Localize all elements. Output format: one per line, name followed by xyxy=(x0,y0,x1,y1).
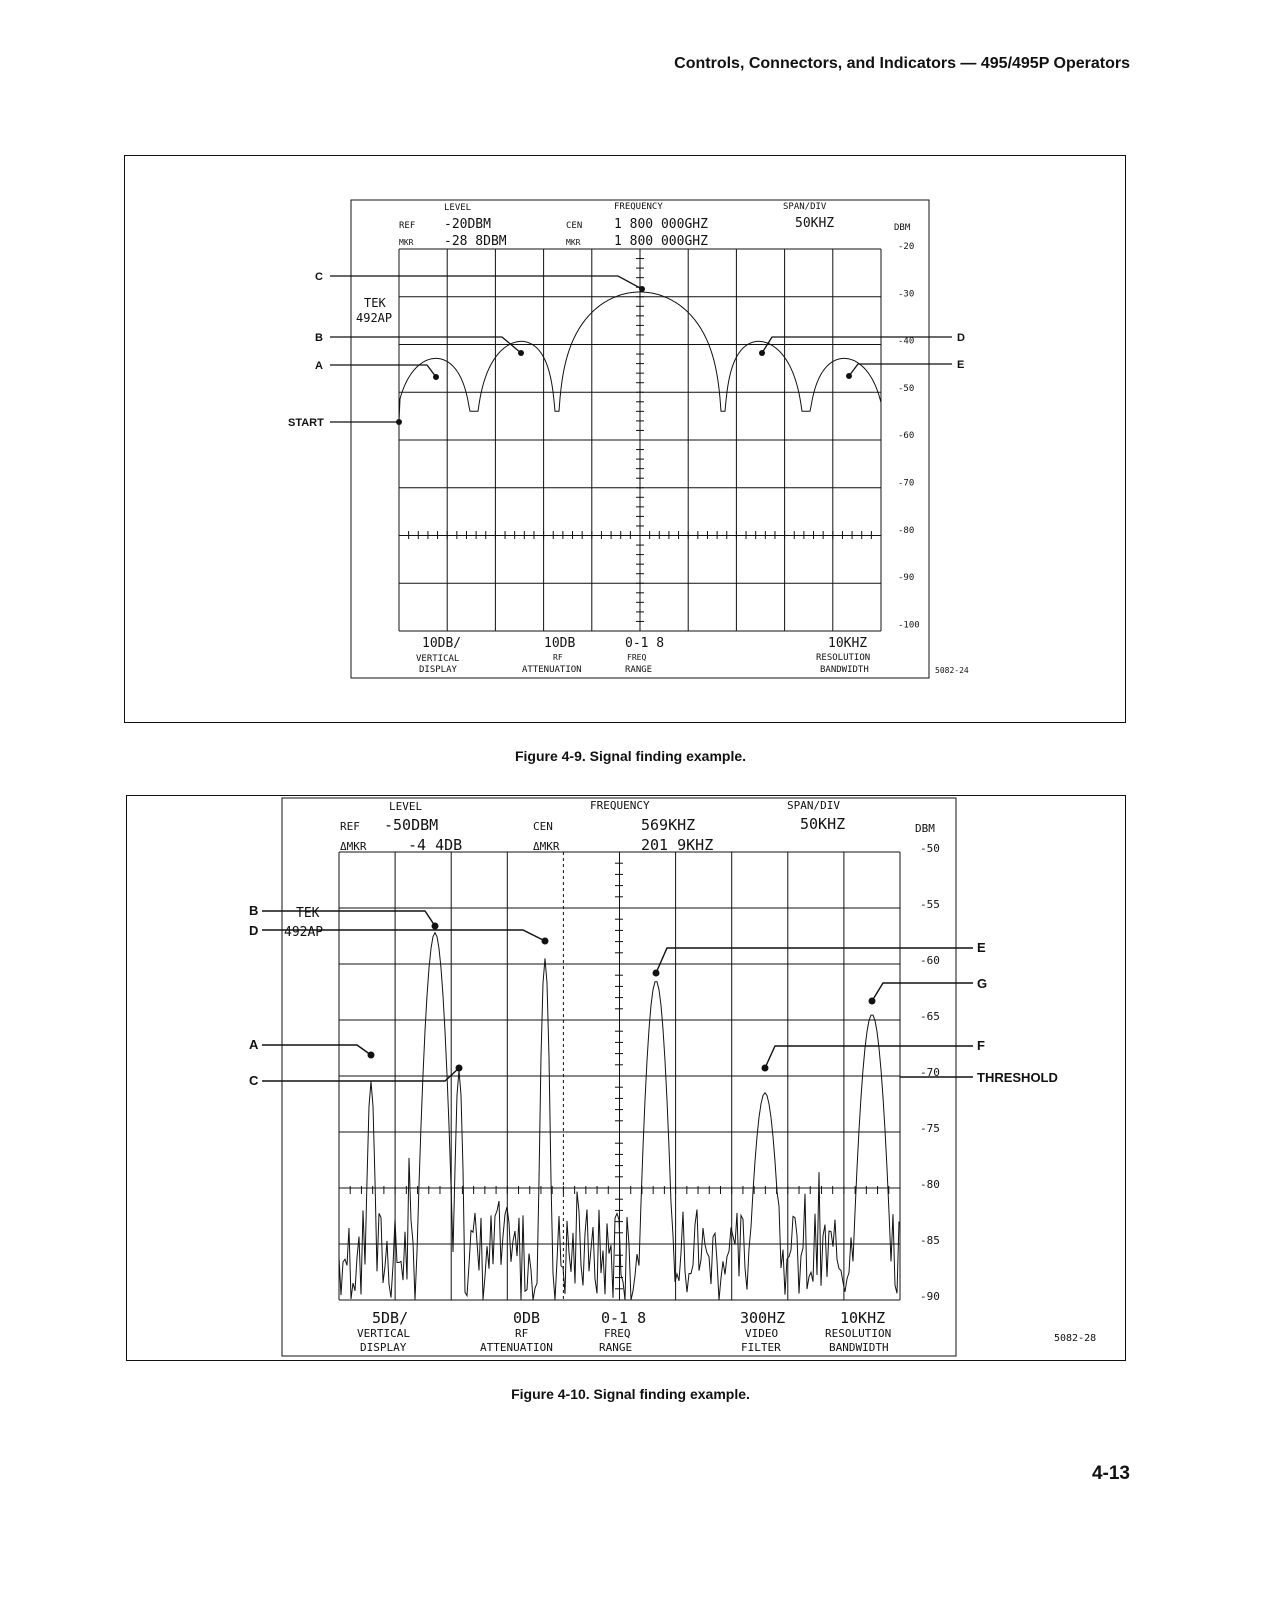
rf-attenuation-l2: ATTENUATION xyxy=(522,665,582,675)
rf-attenuation-l1: RF xyxy=(553,653,563,662)
callout-e: E xyxy=(957,359,965,371)
scale-label: -40 xyxy=(898,336,915,347)
marker-dot-c xyxy=(456,1065,463,1072)
scale-label: -80 xyxy=(920,1178,940,1191)
dbm-label: DBM xyxy=(915,822,935,835)
ref-label: REF xyxy=(399,221,416,231)
scale-label: -75 xyxy=(920,1122,940,1135)
marker-dot-c xyxy=(639,286,645,292)
figure-4-10-plot xyxy=(126,795,1126,1361)
callout-line-f xyxy=(765,1046,973,1068)
marker-dot-b xyxy=(518,350,524,356)
scale-label: -65 xyxy=(920,1010,940,1023)
freq-range-l2: RANGE xyxy=(599,1341,633,1354)
dmkr2-value: 201 9KHZ xyxy=(641,836,714,854)
vertical-display-value: 10DB/ xyxy=(422,636,462,651)
callout-start: START xyxy=(288,417,324,429)
marker-dot-a xyxy=(433,374,439,380)
scale-label: -70 xyxy=(898,478,915,489)
rf-attenuation-l2: ATTENUATION xyxy=(480,1341,553,1354)
resolution-bandwidth-l1: RESOLUTION xyxy=(825,1327,892,1340)
ref-label: REF xyxy=(340,820,360,833)
graticule xyxy=(399,249,881,631)
freq-range-value: 0-1 8 xyxy=(625,636,665,651)
resolution-bandwidth-l2: BANDWIDTH xyxy=(829,1341,889,1354)
figure-4-10-caption: Figure 4-10. Signal finding example. xyxy=(511,1386,750,1402)
resolution-bandwidth-l2: BANDWIDTH xyxy=(820,665,869,675)
cen-value: 569KHZ xyxy=(641,816,696,834)
ref-value: -50DBM xyxy=(384,816,439,834)
tek-label: TEK xyxy=(364,296,386,310)
callout-b: B xyxy=(315,332,323,344)
resolution-bandwidth-value: 10KHZ xyxy=(840,1309,886,1327)
dbm-label: DBM xyxy=(894,223,911,233)
frequency-heading: FREQUENCY xyxy=(614,202,663,212)
scale-label: -50 xyxy=(898,383,915,394)
resolution-bandwidth-value: 10KHZ xyxy=(828,636,868,651)
mkr-value: -28 8DBM xyxy=(444,234,507,249)
cen-value: 1 800 000GHZ xyxy=(614,217,708,232)
rf-attenuation-value: 10DB xyxy=(544,636,576,651)
video-filter-l1: VIDEO xyxy=(745,1327,779,1340)
ref-value: -20DBM xyxy=(444,217,491,232)
level-heading: LEVEL xyxy=(444,203,472,213)
vertical-display-l2: DISPLAY xyxy=(360,1341,407,1354)
marker-dot-e xyxy=(846,373,852,379)
scale-label: -90 xyxy=(898,573,915,584)
scale-label: -70 xyxy=(920,1066,940,1079)
callout-c: C xyxy=(315,271,323,283)
scale-label: -20 xyxy=(898,242,915,252)
dbm-scale xyxy=(920,842,940,1303)
callout-c: C xyxy=(249,1073,259,1088)
scale-label: -80 xyxy=(898,525,915,536)
scale-label: -60 xyxy=(898,431,915,442)
callout-g: G xyxy=(977,976,988,991)
freq-range-l1: FREQ xyxy=(604,1327,631,1340)
mkr2-label: MKR xyxy=(566,238,581,247)
running-header: Controls, Connectors, and Indicators — 495/495P Operators xyxy=(674,55,1130,72)
rf-attenuation-l1: RF xyxy=(515,1327,529,1340)
level-heading: LEVEL xyxy=(389,800,423,813)
tek-model: 492AP xyxy=(284,925,324,940)
callout-threshold: THRESHOLD xyxy=(977,1070,1058,1085)
callout-line-g xyxy=(872,983,973,1001)
marker-dot-b xyxy=(432,923,439,930)
callout-f: F xyxy=(977,1038,985,1053)
callout-a: A xyxy=(315,360,323,372)
video-filter-l2: FILTER xyxy=(741,1341,781,1354)
marker-dot-f xyxy=(762,1065,769,1072)
scale-label: -50 xyxy=(920,842,940,855)
frequency-heading: FREQUENCY xyxy=(590,799,650,812)
marker-dot-a xyxy=(368,1052,375,1059)
callout-d: D xyxy=(957,332,965,344)
span-value: 50KHZ xyxy=(795,216,835,231)
vertical-display-l1: VERTICAL xyxy=(416,654,460,664)
scale-label: -90 xyxy=(920,1290,940,1303)
marker-dot-d xyxy=(542,938,549,945)
video-filter-value: 300HZ xyxy=(740,1309,786,1327)
scale-label: -30 xyxy=(898,289,915,300)
scale-label: -100 xyxy=(898,620,920,631)
marker-dot-e xyxy=(653,970,660,977)
callout-line-a xyxy=(330,365,436,377)
freq-range-value: 0-1 8 xyxy=(601,1309,647,1327)
vertical-display-l2: DISPLAY xyxy=(419,665,457,675)
callout-d: D xyxy=(249,923,259,938)
callout-line-e xyxy=(849,364,952,376)
span-heading: SPAN/DIV xyxy=(783,202,827,212)
span-value: 50KHZ xyxy=(800,815,846,833)
vertical-display-l1: VERTICAL xyxy=(357,1327,410,1340)
figure-code: 5082-24 xyxy=(935,666,969,675)
vertical-display-value: 5DB/ xyxy=(372,1309,409,1327)
scale-label: -55 xyxy=(920,898,940,911)
dbm-scale xyxy=(898,242,920,630)
freq-range-l2: RANGE xyxy=(625,665,653,675)
callout-line-b xyxy=(262,911,435,926)
scale-label: -60 xyxy=(920,954,940,967)
freq-range-l1: FREQ xyxy=(627,653,647,662)
callout-line-a xyxy=(262,1045,371,1055)
cen-label: CEN xyxy=(533,820,553,833)
mkr-label: MKR xyxy=(399,238,414,247)
figure-4-9-caption: Figure 4-9. Signal finding example. xyxy=(514,748,747,764)
figure-4-9-plot xyxy=(124,155,1126,723)
resolution-bandwidth-l1: RESOLUTION xyxy=(816,653,871,663)
marker-dot-start xyxy=(396,419,402,425)
scale-label: -85 xyxy=(920,1234,940,1247)
callout-e: E xyxy=(977,940,986,955)
tek-model: 492AP xyxy=(356,311,393,325)
dmkr-label: ΔMKR xyxy=(340,840,367,853)
tek-label: TEK xyxy=(296,906,320,921)
marker-dot-d xyxy=(759,350,765,356)
span-heading: SPAN/DIV xyxy=(787,799,840,812)
cen-label: CEN xyxy=(566,221,583,231)
rf-attenuation-value: 0DB xyxy=(513,1309,541,1327)
dmkr2-label: ΔMKR xyxy=(533,840,560,853)
callout-b: B xyxy=(249,903,259,918)
marker-dot-g xyxy=(869,998,876,1005)
figure-code: 5082-28 xyxy=(1054,1333,1097,1344)
callout-a: A xyxy=(249,1037,259,1052)
callout-line-c xyxy=(330,276,642,289)
page-number: 4-13 xyxy=(1091,1463,1130,1484)
dmkr-value: -4 4DB xyxy=(408,836,463,854)
mkr2-value: 1 800 000GHZ xyxy=(614,234,708,249)
callout-line-c xyxy=(262,1068,459,1081)
